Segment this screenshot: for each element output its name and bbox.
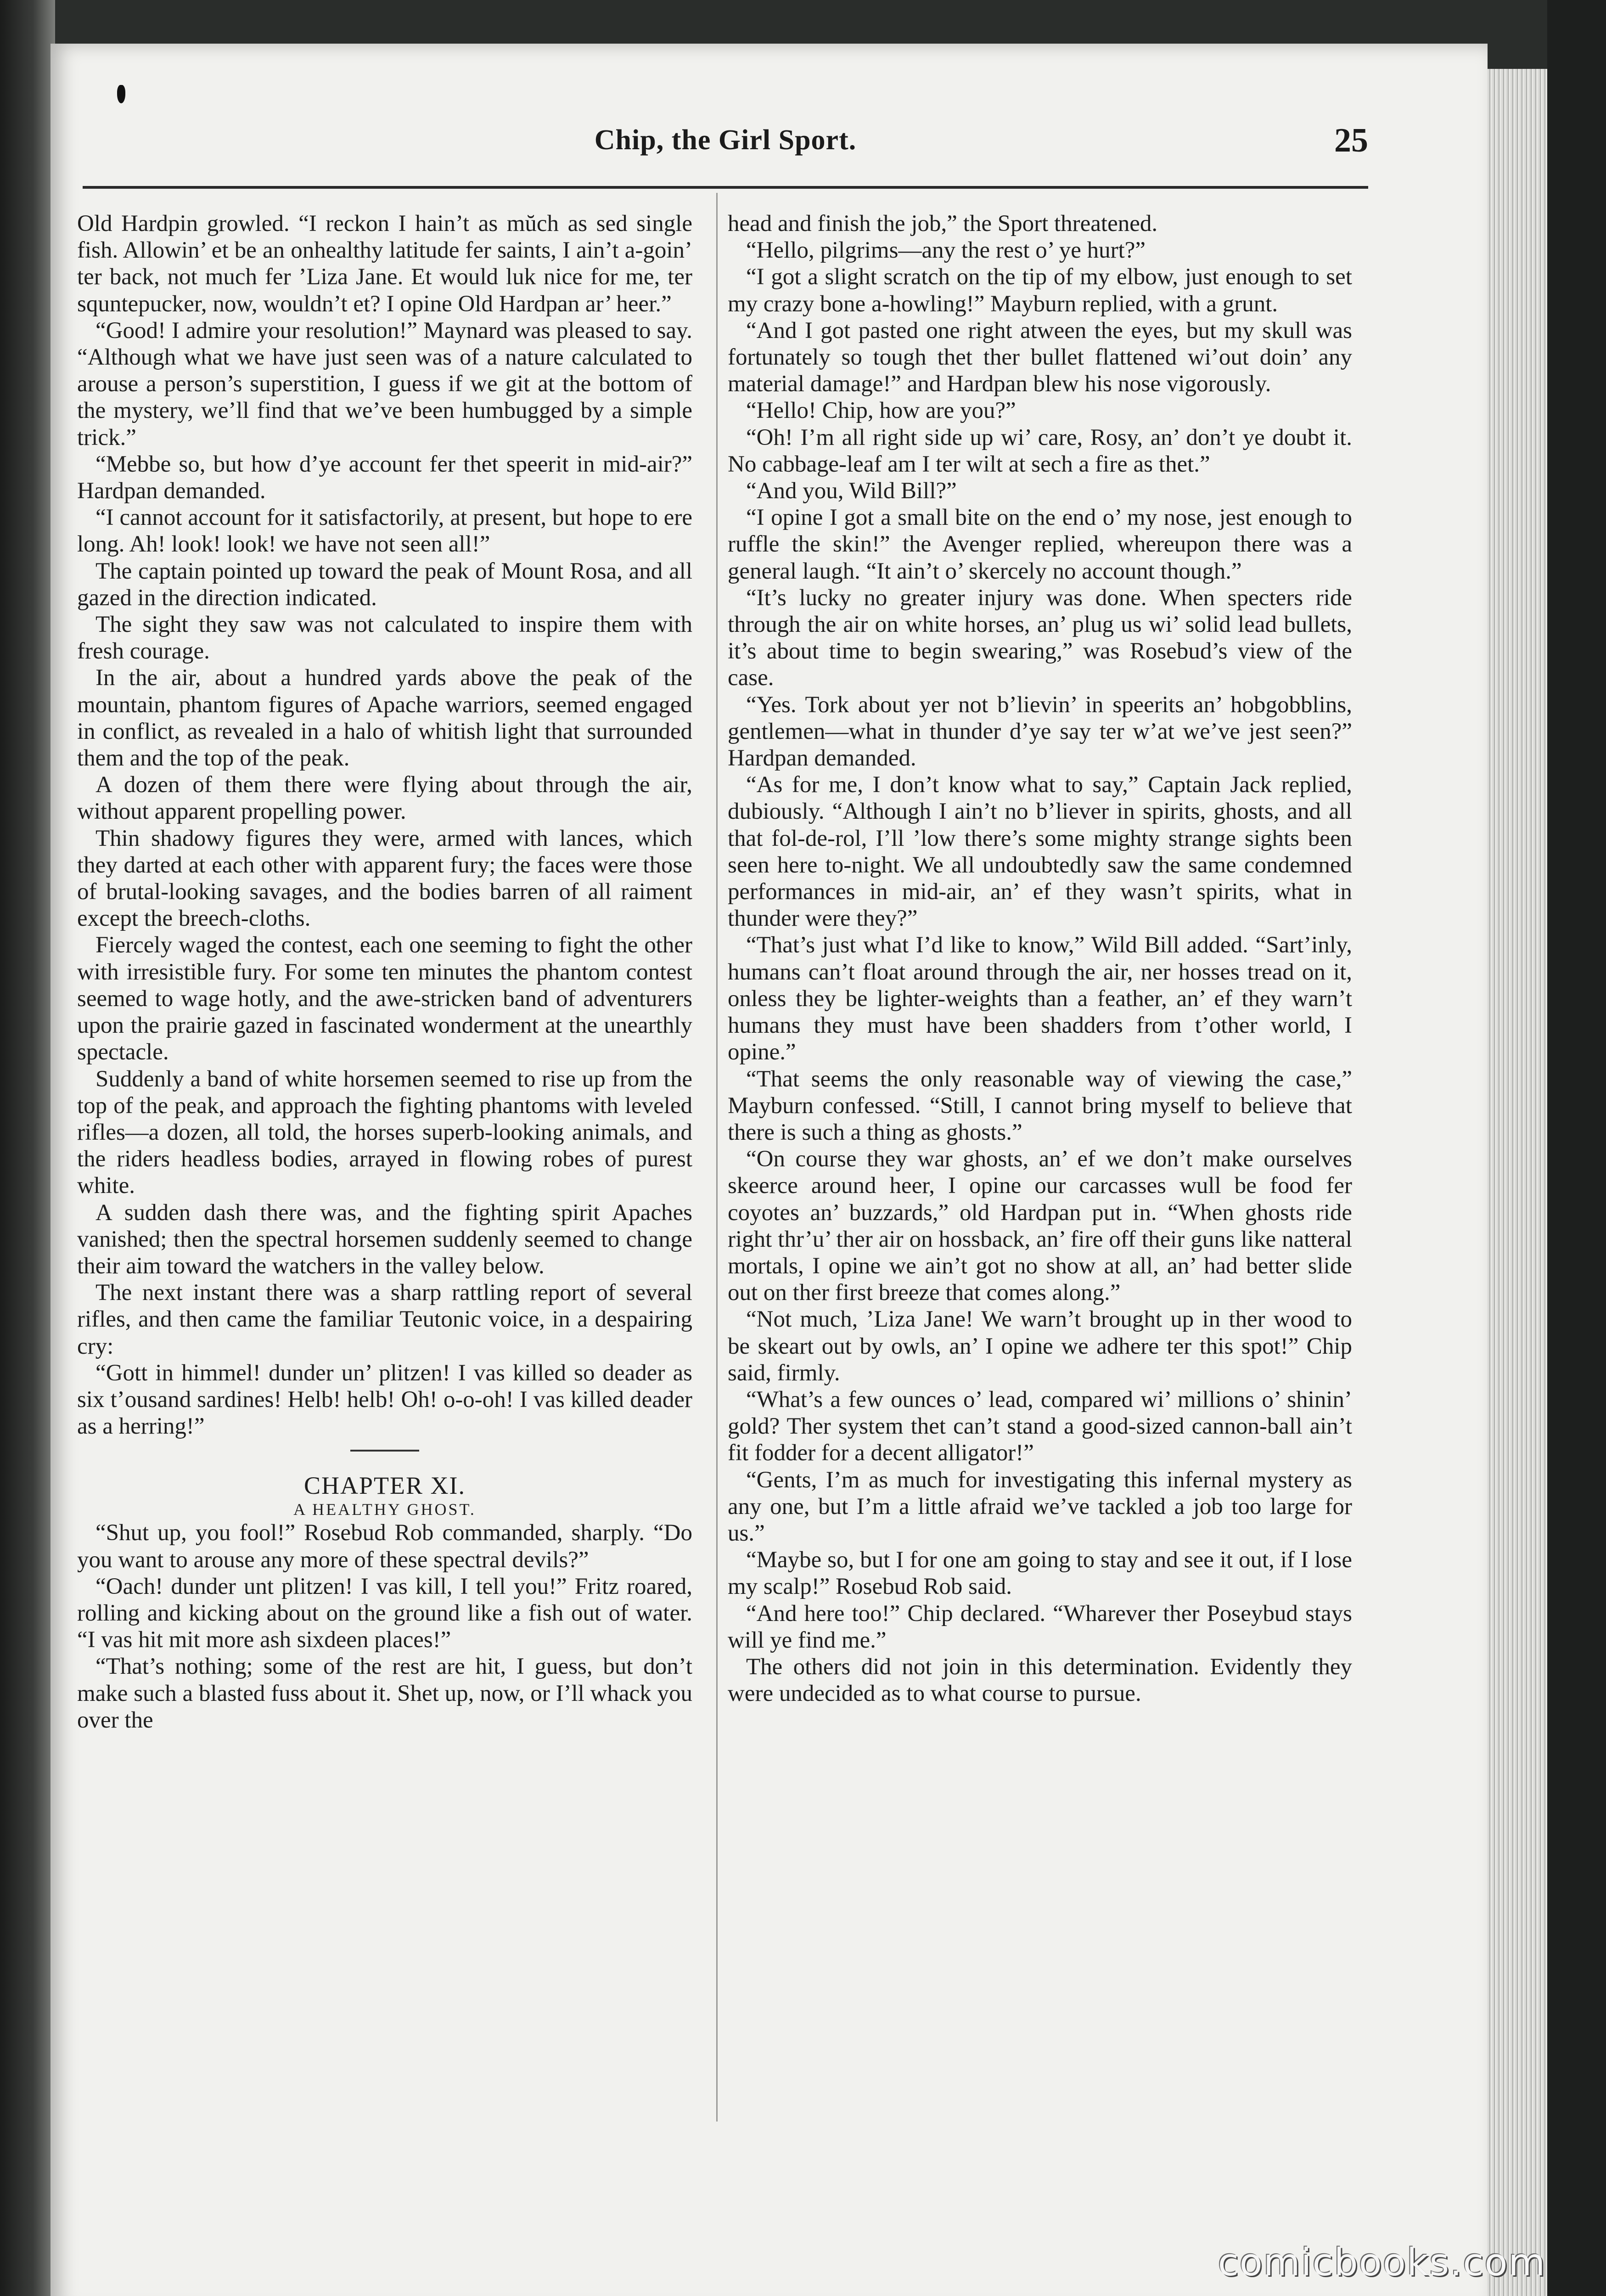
chapter-title: CHAPTER XI. <box>303 1472 466 1500</box>
chapter-rule <box>350 1450 419 1452</box>
paragraph: The captain pointed up toward the peak of Mount Rosa, and all gazed in the direction indicated. <box>77 558 692 611</box>
paragraph: head and finish the job,” the Sport threatened. <box>728 211 1158 236</box>
paragraph: In the air, about a hundred yards above the peak of the mountain, phantom figures of Apache warriors, seemed engaged in conflict, as revealed in a halo of whitish light that surrounded them and the top of the peak. <box>77 665 692 771</box>
paragraph: “What’s a few ounces o’ lead, compared wi’ millions o’ shinin’ gold? Ther system thet can’t stand a good-sized cannon-ball ain’t fit fodder for a decent alligator!” <box>728 1386 1352 1466</box>
paragraph: A sudden dash there was, and the fighting spirit Apaches vanished; then the spectral horsemen suddenly seemed to change their aim toward the watchers in the valley below. <box>77 1199 692 1279</box>
paragraph: “Gott in himmel! dunder un’ plitzen! I vas killed so deader as six t’ousand sardines! Helb! helb! Oh! o-o-oh! I vas killed deader as a herring!” <box>77 1360 692 1440</box>
paragraph: A dozen of them there were flying about through the air, without apparent propelling power. <box>77 772 692 825</box>
paragraph: The next instant there was a sharp rattling report of several rifles, and then came the familiar Teutonic voice, in a despairing cry: <box>77 1280 692 1359</box>
paragraph: “As for me, I don’t know what to say,” Captain Jack replied, dubiously. “Although I ain’t no b’liever in spirits, ghosts, and all that fol-de-rol, I’ll ’low there’s some mighty strange sights been seen here to-night. We all undoubtedly saw the same condemned performances in mid-air, an’ ef they wasn’t spirits, what in thunder were they?” <box>728 772 1352 932</box>
scan-background-right <box>1547 0 1606 2296</box>
left-column <box>77 210 692 1733</box>
paragraph: “I opine I got a small bite on the end o’ my nose, jest enough to ruffle the skin!” the Avenger replied, whereupon there was a general laugh. “It ain’t o’ skercely no account though.” <box>728 505 1352 584</box>
paragraph: “Yes. Tork about yer not b’lievin’ in speerits an’ hobgobblins, gentlemen—what in thunder d’ye say ter w’at we’ve jest seen?” Hardpan demanded. <box>728 692 1352 771</box>
page-edges <box>1488 69 1547 2296</box>
paragraph: “On course they war ghosts, an’ ef we don’t make ourselves skeerce around heer, I opine our carcasses wull be food fer coyotes an’ buzzards,” old Hardpan put in. “When ghosts ride right thr’u’ ther air on hossback, an’ fire off their guns like natteral mortals, I opine we ain’t got no show at all, an’ had better slide out on ther first breeze that comes along.” <box>728 1146 1352 1306</box>
watermark: comicbooks.com <box>1218 2241 1546 2285</box>
running-head <box>83 124 1368 174</box>
paragraph: “That’s nothing; some of the rest are hit, I guess, but don’t make such a blasted fuss about it. Shet up, now, or I’ll whack you over the <box>77 1654 692 1733</box>
paragraph: “Oach! dunder unt plitzen! I vas kill, I tell you!” Fritz roared, rolling and kicking about on the ground like a fish out of water. “I vas hit mit more ash sixdeen places!” <box>77 1573 692 1653</box>
paragraph: “Good! I admire your resolution!” Maynard was pleased to say. “Although what we have just seen was of a nature calculated to arouse a person’s superstition, I guess if we git at the bottom of the mystery, we’ll find that we’ve been humbugged by a simple trick.” <box>77 317 692 450</box>
right-column-paragraphs <box>728 210 1352 1707</box>
paragraph: The sight they saw was not calculated to inspire them with fresh courage. <box>77 612 692 664</box>
paragraph: Suddenly a band of white horsemen seemed to rise up from the top of the peak, and approach the fighting phantoms with leveled rifles—a dozen, all told, the horses superb-looking animals, and the riders headless bodies, arrayed in flowing robes of purest white. <box>77 1066 692 1199</box>
header-rule <box>83 186 1368 189</box>
paragraph: “And here too!” Chip declared. “Wharever ther Poseybud stays will ye find me.” <box>728 1600 1352 1653</box>
scan-background-left <box>0 0 55 2296</box>
chapter-subtitle: A HEALTHY GHOST. <box>293 1500 476 1519</box>
paragraph: “It’s lucky no greater injury was done. When specters ride through the air on white horses, an’ plug us wi’ solid lead bullets, it’s about time to begin swearing,” was Rosebud’s view of the case. <box>728 585 1352 691</box>
paragraph: “Hello, pilgrims—any the rest o’ ye hurt?” <box>746 237 1146 264</box>
paragraph: Old Hardpin growled. “I reckon I hain’t as mŭch as sed single fish. Allowin’ et be an onhealthy latitude fer saints, I ain’t a-goin’ ter back, not much fer ’Liza Jane. Et would luk nice for me, ter squntepucker, now, wouldn’t et? I opine Old Hardpan ar’ heer.” <box>77 211 692 317</box>
paragraph: “Maybe so, but I for one am going to stay and see it out, if I lose my scalp!” Rosebud Rob said. <box>728 1547 1352 1600</box>
paragraph: “Oh! I’m all right side up wi’ care, Rosy, an’ don’t ye doubt it. No cabbage-leaf am I ter wilt at sech a fire as thet.” <box>728 424 1352 477</box>
right-column <box>728 210 1352 1707</box>
paragraph: “I cannot account for it satisfactorily, at present, but hope to ere long. Ah! look! look! we have not seen all!” <box>77 505 692 557</box>
left-column-paragraphs-after <box>77 1519 692 1733</box>
page-title: Chip, the Girl Sport. <box>594 124 857 156</box>
paragraph: “And you, Wild Bill?” <box>746 478 957 504</box>
ink-spot <box>117 85 125 103</box>
column-divider <box>716 193 718 2122</box>
paragraph: “Shut up, you fool!” Rosebud Rob commanded, sharply. “Do you want to arouse any more of these spectral devils?” <box>77 1520 692 1573</box>
paragraph: “Hello! Chip, how are you?” <box>746 398 1016 424</box>
paragraph: Fiercely waged the contest, each one seeming to fight the other with irresistible fury. For some ten minutes the phantom contest seemed to wage hotly, and the awe-stricken band of adventurers upon the prairie gazed in fascinated wonderment at the unearthly spectacle. <box>77 932 692 1065</box>
paragraph: The others did not join in this determination. Evidently they were undecided as to what course to pursue. <box>728 1654 1352 1707</box>
left-column-paragraphs <box>77 210 692 1440</box>
paragraph: “That’s just what I’d like to know,” Wild Bill added. “Sart’inly, humans can’t float around through the air, ner hosses tread on it, onless they be lighter-weights than a feather, an’ ef they warn’t humans they must have been shadders from t’other world, I opine.” <box>728 932 1352 1065</box>
paragraph: “And I got pasted one right atween the eyes, but my skull was fortunately so tough thet ther bullet flattened wi’out doin’ any material damage!” and Hardpan blew his nose vigorously. <box>728 317 1352 397</box>
page-number: 25 <box>1334 122 1368 159</box>
paragraph: “Gents, I’m as much for investigating this infernal mystery as any one, but I’m a little afraid we’ve tackled a job too large for us.” <box>728 1467 1352 1546</box>
paragraph: “Not much, ’Liza Jane! We warn’t brought up in ther wood to be skeart out by owls, an’ I opine we adhere ter this spot!” Chip said, firmly. <box>728 1306 1352 1386</box>
paragraph: “That seems the only reasonable way of viewing the case,” Mayburn confessed. “Still, I cannot bring myself to believe that there is such a thing as ghosts.” <box>728 1066 1352 1145</box>
paragraph: “I got a slight scratch on the tip of my elbow, just enough to set my crazy bone a-howling!” Mayburn replied, with a grunt. <box>728 264 1352 317</box>
chapter-heading <box>77 1450 692 1519</box>
paragraph: “Mebbe so, but how d’ye account fer thet speerit in mid-air?” Hardpan demanded. <box>77 451 692 504</box>
paragraph: Thin shadowy figures they were, armed with lances, which they darted at each other with apparent fury; the faces were those of brutal-looking savages, and the bodies barren of all raiment except the breech-cloths. <box>77 825 692 932</box>
